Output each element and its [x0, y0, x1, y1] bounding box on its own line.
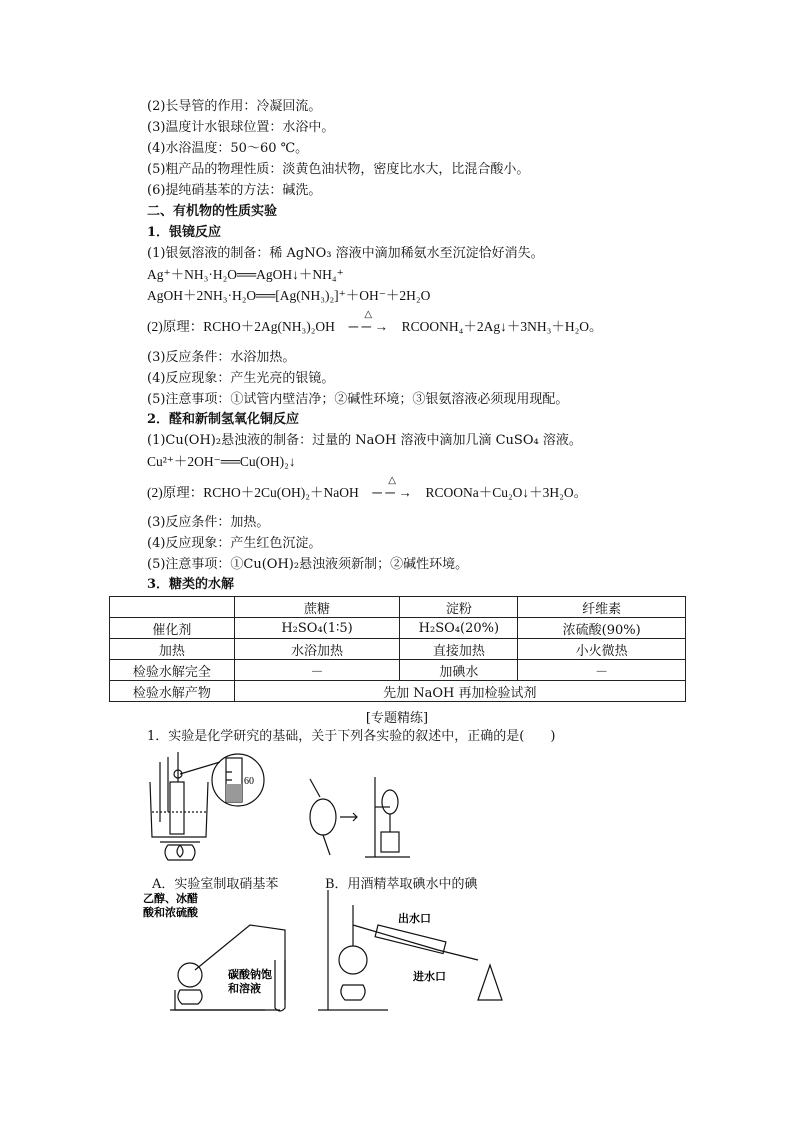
text-line: (6)提纯硝基苯的方法：碱洗。	[147, 183, 322, 198]
reactants: (2)原理：RCHO＋2Cu(OH)₂＋NaOH	[147, 485, 359, 500]
text-line: (3)反应条件：水浴加热。	[147, 350, 296, 365]
text-line: (5)注意事项：①试管内壁洁净；②碱性环境；③银氨溶液必须现用现配。	[147, 392, 569, 407]
heat-symbol: △	[388, 475, 396, 486]
figure-caption-a: A．实验室制取硝基苯	[152, 877, 279, 892]
figure-c-apparatus	[140, 890, 305, 1015]
text-line: (3)温度计水银球位置：水浴中。	[147, 120, 335, 135]
text-line: (5)注意事项：①Cu(OH)₂悬浊液须新制；②碱性环境。	[147, 557, 469, 572]
table-cell: 加碘水	[400, 660, 518, 681]
label-reagents-line2: 酸和浓硫酸	[143, 906, 198, 919]
label-reagents-line1: 乙醇、冰醋	[143, 892, 198, 905]
question-text: 1．实验是化学研究的基础，关于下列各实验的叙述中，正确的是( )	[147, 729, 556, 744]
subsection-heading: 1．银镜反应	[147, 225, 222, 240]
sugar-hydrolysis-table	[109, 596, 686, 702]
table-cell: 加热	[110, 639, 235, 660]
text-line: (1)银氨溶液的制备：稀 AgNO₃ 溶液中滴加稀氨水至沉淀恰好消失。	[147, 246, 544, 261]
table-cell: －	[234, 660, 400, 681]
thermometer-reading: 60	[244, 776, 254, 787]
label-solution-line2: 和溶液	[228, 982, 261, 995]
subsection-heading: 2．醛和新制氢氧化铜反应	[147, 412, 300, 427]
practice-title: [专题精练]	[365, 711, 429, 726]
table-header-cell: 纤维素	[518, 597, 686, 618]
mercury-column	[226, 784, 242, 802]
reactants: (2)原理：RCHO＋2Ag(NH₃)₂OH	[147, 319, 335, 334]
table-header-row	[110, 597, 686, 618]
label-water-inlet: 进水口	[413, 970, 446, 983]
text-line: (2)长导管的作用：冷凝回流。	[147, 99, 322, 114]
text-line: (4)水浴温度：50～60 ℃。	[147, 141, 309, 156]
table-cell: 浓硫酸(90%)	[518, 618, 686, 639]
figure-a-apparatus	[140, 752, 270, 867]
heat-arrow: △ ─ ─ →	[338, 318, 398, 336]
table-cell: H₂SO₄(20%)	[400, 618, 518, 639]
table-row	[110, 660, 686, 681]
table-cell: －	[518, 660, 686, 681]
table-cell: H₂SO₄(1∶5)	[234, 618, 400, 639]
heat-arrow: △ ─ ─ →	[362, 484, 422, 502]
table-cell: 检验水解完全	[110, 660, 235, 681]
text-line: (1)Cu(OH)₂悬浊液的制备：过量的 NaOH 溶液中滴加几滴 CuSO₄ 溶液。	[147, 433, 582, 448]
equation: Ag⁺＋NH₃·H₂O══AgOH↓＋NH₄⁺	[147, 267, 344, 282]
table-cell: 小火微热	[518, 639, 686, 660]
table-row	[110, 681, 686, 702]
text-line: (4)反应现象：产生光亮的银镜。	[147, 371, 335, 386]
text-line: (3)反应条件：加热。	[147, 515, 270, 530]
table-cell: 检验水解产物	[110, 681, 235, 702]
label-water-outlet: 出水口	[398, 912, 431, 925]
table-cell: 直接加热	[400, 639, 518, 660]
reaction-principle	[147, 475, 588, 502]
figure-b-apparatus	[295, 777, 415, 867]
figure-d-apparatus	[318, 890, 508, 1015]
subsection-heading: 3．糖类的水解	[147, 577, 235, 592]
reaction-principle	[147, 309, 603, 336]
products: RCOONa＋Cu₂O↓＋3H₂O。	[425, 485, 588, 500]
table-cell: 催化剂	[110, 618, 235, 639]
heat-symbol: △	[364, 309, 373, 320]
table-header-cell	[110, 597, 235, 618]
table-cell: 水浴加热	[234, 639, 400, 660]
table-row	[110, 639, 686, 660]
figure-caption-b: B．用酒精萃取碘水中的碘	[325, 877, 478, 892]
label-solution-line1: 碳酸钠饱	[228, 968, 272, 981]
table-row	[110, 618, 686, 639]
table-cell: 先加 NaOH 再加检验试剂	[234, 681, 685, 702]
equation: AgOH＋2NH₃·H₂O══[Ag(NH₃)₂]⁺＋OH⁻＋2H₂O	[147, 288, 431, 303]
section-heading: 二、有机物的性质实验	[147, 204, 278, 219]
products: RCOONH₄＋2Ag↓＋3NH₃＋H₂O。	[401, 319, 603, 334]
text-line: (5)粗产品的物理性质：淡黄色油状物，密度比水大，比混合酸小。	[147, 162, 530, 177]
text-line: (4)反应现象：产生红色沉淀。	[147, 536, 322, 551]
table-header-cell: 蔗糖	[234, 597, 400, 618]
equation: Cu²⁺＋2OH⁻══Cu(OH)₂↓	[147, 454, 296, 469]
table-header-cell: 淀粉	[400, 597, 518, 618]
